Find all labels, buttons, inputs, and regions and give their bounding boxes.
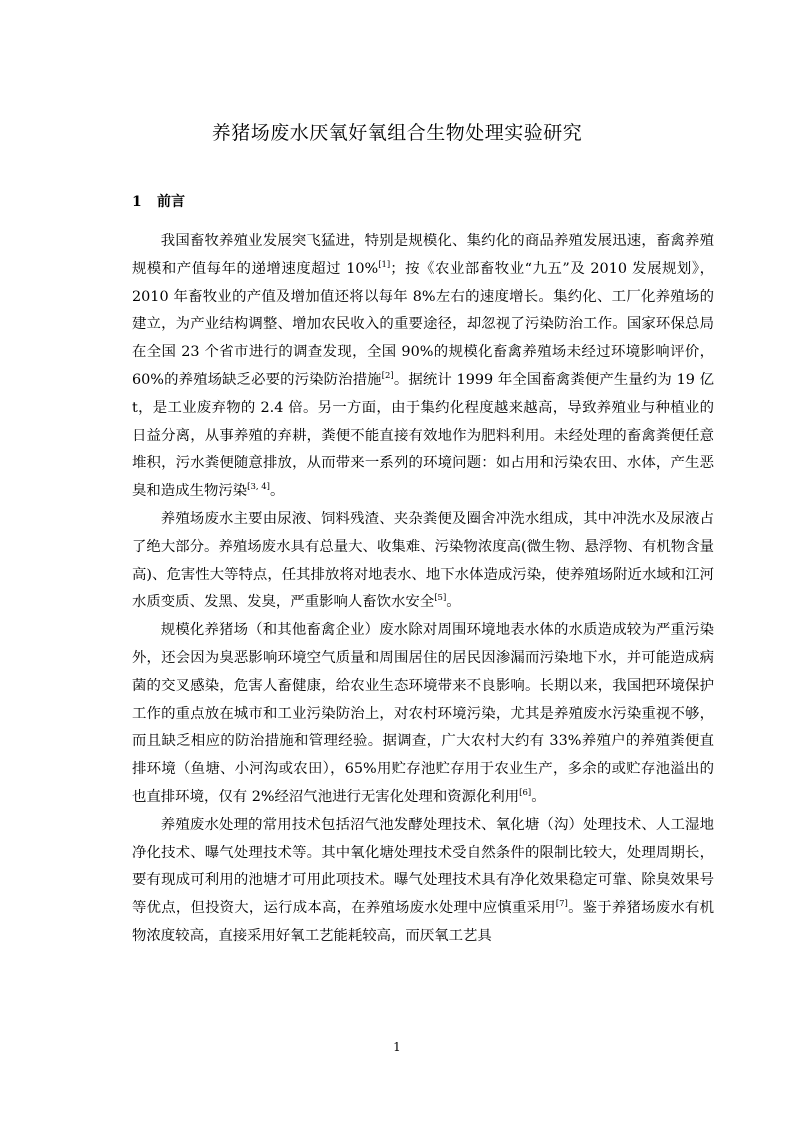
paragraph-text: 养殖场废水主要由尿液、饲料残渣、夹杂粪便及圈舍冲洗水组成，其中冲洗水及尿液占了绝大部分。养殖场废水具有总量大、收集难、污染物浓度高(微生物、悬浮物、有机物含量高)、危害性大等特点，任其排放将对地表水、地下水体造成污染，使养殖场附近水域和江河水质变质、发黑、发臭，严重影响人畜饮水安全 bbox=[132, 510, 714, 611]
section-heading bbox=[132, 191, 185, 211]
paragraph-text: 规模化养猪场（和其他畜禽企业）废水除对周围环境地表水体的水质造成较为严重污染外，还会因为臭恶影响环境空气质量和周围居住的居民因渗漏而污染地下水，并可能造成病菌的交叉感染，危害人畜健康，给农业生态环境带来不良影响。长期以来，我国把环境保护工作的重点放在城市和工业污染防治上，对农村环境污染，尤其是养殖废水污染重视不够，而且缺乏相应的防治措施和管理经验。据调查，广大农村大约有 33%养殖户的养殖粪便直排环境（鱼塘、小河沟或农田），65%用贮存池贮存用于农业生产，多余的或贮存池溢出的也直排环境，仅有 2%经沼气池进行无害化处理和资源化利用 bbox=[132, 622, 714, 805]
paragraph-text: 。 bbox=[270, 483, 285, 500]
citation-reference: [2] bbox=[381, 371, 394, 382]
document-body bbox=[132, 228, 714, 951]
citation-reference: [5] bbox=[434, 593, 447, 604]
citation-reference: [1] bbox=[378, 260, 391, 270]
section-title: 前言 bbox=[157, 194, 185, 210]
document-title: 养猪场废水厌氧好氧组合生物处理实验研究 bbox=[211, 122, 583, 144]
paragraph-text: 养殖废水处理的常用技术包括沼气池发酵处理技术、氧化塘（沟）处理技术、人工湿地净化技术、曝气处理技术等。其中氧化塘处理技术受自然条件的限制比较大，处理周期长，要有现成可利用的池塘才可用此项技术。曝气处理技术具有净化效果稳定可靠、除臭效果号等优点，但投资大，运行成本高，在养殖场废水处理中应慎重采用 bbox=[132, 816, 714, 917]
page-number: 1 bbox=[393, 1040, 401, 1054]
paragraph-text: 。据统计 1999 年全国畜禽粪便产生量约为 19 亿 t，是工业废弃物的 2.4 倍。另一方面，由于集约化程度越来越高，导致养殖业与种植业的日益分离，从事养殖的弃耕，粪便不能直接有效地作为肥料利用。未经处理的畜禽粪便任意堆积，污水粪便随意排放，从而带来一系列的环境问题：如占用和污染农田、水体，产生恶臭和造成生物污染 bbox=[132, 371, 714, 500]
paragraph-text: 。 bbox=[531, 788, 546, 805]
body-paragraph bbox=[132, 506, 714, 617]
citation-reference: [6] bbox=[519, 788, 532, 799]
body-paragraph bbox=[132, 812, 714, 951]
body-paragraph bbox=[132, 617, 714, 812]
citation-reference: [7] bbox=[555, 899, 568, 910]
paragraph-text: ；按《农业部畜牧业“九五”及 2010 发展规划》，2010 年畜牧业的产值及增加值还将以每年 8%左右的速度增长。集约化、工厂化养殖场的建立，为产业结构调整、增加农民收入的重要途径，却忽视了污染防治工作。国家环保总局在全国 23 个省市进行的调查发现，全国 90%的规模化畜禽养殖场未经过环境影响评价，60%的养殖场缺乏必要的污染防治措施 bbox=[132, 260, 714, 388]
paragraph-text: 。鉴于养猪场废水有机物浓度较高，直接采用好氧工艺能耗较高，而厌氧工艺具 bbox=[132, 900, 714, 944]
paragraph-text: 。 bbox=[446, 594, 461, 611]
paragraph-text: 我国畜牧养殖业发展突飞猛进，特别是规模化、集约化的商品养殖发展迅速，畜禽养殖规模和产值每年的递增速度超过 10% bbox=[132, 233, 714, 277]
body-paragraph bbox=[132, 228, 714, 506]
citation-reference: [3, 4] bbox=[247, 482, 270, 493]
section-number: 1 bbox=[132, 194, 142, 210]
